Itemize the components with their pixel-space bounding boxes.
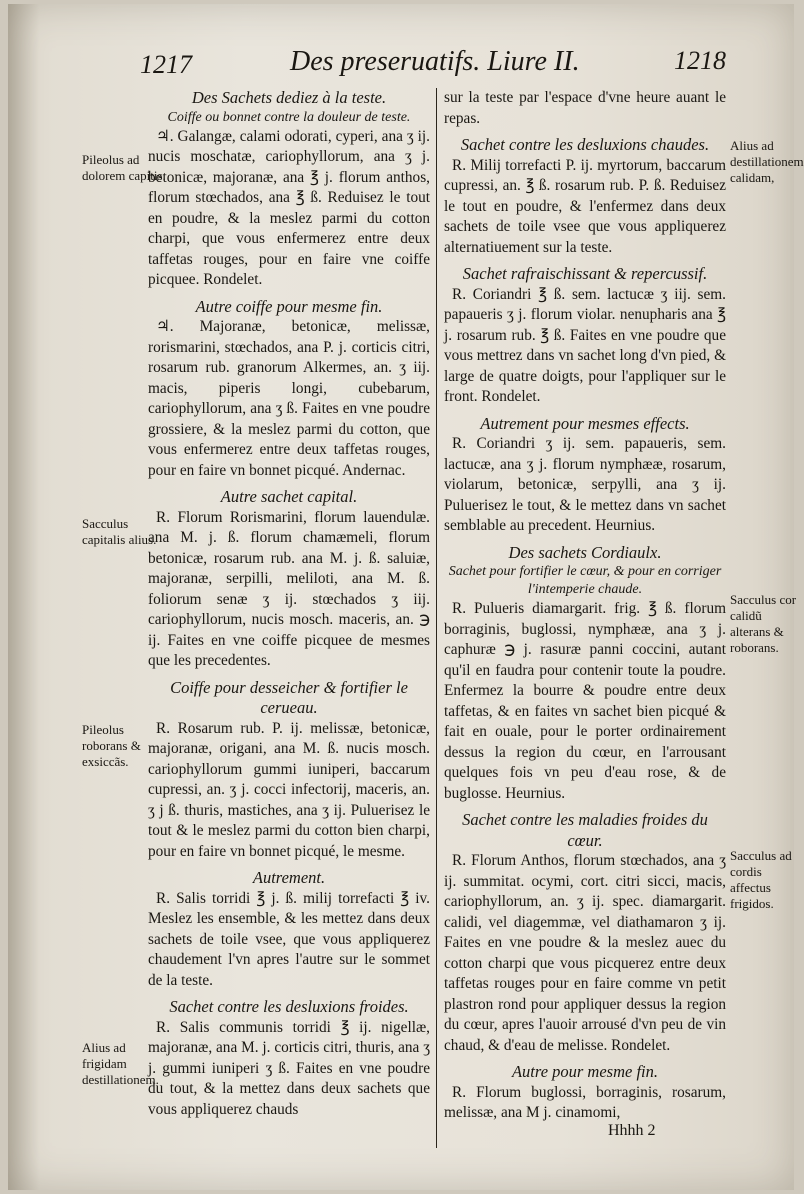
section-title: Autre coiffe pour mesme fin. bbox=[195, 296, 383, 316]
section-title: Sachet rafraischissant & repercussif. bbox=[462, 264, 708, 283]
section-title: Autre sachet capital. bbox=[220, 487, 358, 506]
margin-note-left: Alius ad frigidam destillationem. bbox=[82, 1040, 159, 1087]
recipe-paragraph: R. Florum Rorismarini, florum lauendulæ. ana M. j. ß. florum chamæmeli, florum betonicæ, rosarum rub. ana M. j. ß. saluiæ, majoranæ, serpilli, meliloti, ana M. ß. foliorum senæ ʒ ij. stœchados ʒ iij. cariophyllorum, nucis mosch. maceris, an. ℈ ij. Faites en vne coiffe picquee de mesmes que les precedentes. bbox=[148, 508, 430, 669]
section-title: Des Sachets dediez à la teste. bbox=[191, 88, 387, 107]
section-title: Autre pour mesme fin. bbox=[511, 1062, 659, 1081]
section-title: Sachet contre les desluxions froides. bbox=[169, 997, 409, 1016]
column-divider bbox=[436, 88, 437, 1148]
margin-note-right: Sacculus cor calidũ alterans & roborans. bbox=[730, 592, 797, 655]
margin-note-right: Sacculus ad cordis affectus frigidos. bbox=[730, 848, 792, 911]
recipe-paragraph: R. Pulueris diamargarit. frig. ℥ ß. florum borraginis, buglossi, nymphææ, ana ʒ j. caphuræ ℈ j. rasuræ panni coccini, autant qu'il en faudra pour contenir toute la poudre. Enfermez la bourre & poudre entre deux taffetas, & en faites vn sachet bien picqué & fait en ouale, pour le porter ordinairement dessus la region du cœur, en l'arrousant quelques fois vn peu d'eau rose, & de buglosse. Heurnius. bbox=[444, 600, 726, 802]
recipe-paragraph: R. Salis communis torridi ℥ ij. nigellæ, majoranæ, ana M. j. corticis citri, thuris, ana ʒ j. gummi iuniperi ʒ ß. Faites en vne poudre du tout, & la mettez dans deux sachets que vous appliquerez chauds bbox=[148, 1018, 430, 1118]
running-title: Des preseruatifs. Liure II. bbox=[290, 46, 580, 77]
section-subtitle: Coiffe ou bonnet contre la douleur de teste. bbox=[167, 109, 411, 125]
section-title: Autrement. bbox=[252, 868, 326, 887]
recipe-paragraph: R. Florum buglossi, borraginis, rosarum, melissæ, ana M j. cinamomi, bbox=[444, 1083, 726, 1121]
recipe-paragraph: R. Salis torridi ℥ j. ß. milij torrefacti ℥ iv. Meslez les ensemble, & les mettez dans deux sachets de toile vsee, que vous appliquerez chaudement l'vn apres l'autre sur le sommet de la teste. bbox=[148, 889, 430, 989]
left-page-number: 1217 bbox=[140, 50, 192, 79]
section-title: Des sachets Cordiaulx. bbox=[508, 542, 662, 562]
book-page bbox=[8, 4, 804, 1190]
right-column bbox=[444, 88, 726, 1124]
recipe-paragraph: R. Coriandri ʒ ij. sem. papaueris, sem. lactucæ, ana ʒ j. florum nymphææ, rosarum, violarum, betonicæ, serpylli, ana ʒ ij. Puluerisez le tout, & le mettez dans vn sachet semblable au precedent. Heurnius. bbox=[444, 435, 726, 534]
section-subtitle: Sachet pour fortifier le cœur, & pour en corriger l'intemperie chaude. bbox=[448, 564, 722, 597]
margin-note-left: Pileolus ad dolorem capitis. bbox=[82, 152, 166, 183]
left-column bbox=[148, 88, 430, 1120]
right-page-number: 1218 bbox=[674, 46, 726, 75]
margin-note-right: Alius ad destillationem calidam, bbox=[730, 138, 804, 185]
section-title: Autrement pour mesmes effects. bbox=[480, 413, 690, 433]
signature-mark: Hhhh 2 bbox=[608, 1122, 656, 1139]
recipe-paragraph: R. Milij torrefacti P. ij. myrtorum, baccarum cupressi, an. ℥ ß. rosarum rub. P. ß. Reduisez le tout en poudre, & l'enfermez dans deux sachets de toile vsee que vous appliquerez alternatiuement sur la teste. bbox=[444, 156, 726, 256]
recipe-paragraph: R. Coriandri ℥ ß. sem. lactucæ ʒ iij. sem. papaueris ʒ j. florum violar. nenupharis ana ℥ j. rosarum rub. ℥ ß. Faites en vne poudre que vous mettrez dans vn sachet long d'vn pied, & large de quatre doigts, pour l'appliquer sur le front. Rondelet. bbox=[444, 285, 726, 405]
recipe-paragraph: R. Florum Anthos, florum stœchados, ana ʒ ij. summitat. ocymi, cort. citri sicci, macis, cariophyllorum, an. ʒ ij. spec. diamargarit. calidi, vel diagemmæ, vel diathamaron ʒ ij. Faites en vne poudre & la meslez auec du cotton charpi que vous picquerez entre deux taffetas rouges pour en faire comme vn petit plastron rond pour appliquer dessus la region du cœur, apres l'auoir arrousé d'vn peu de vin chaud, & d'eau de melisse. Rondelet. bbox=[444, 852, 726, 1054]
margin-note-left: Sacculus capitalis alius. bbox=[82, 516, 157, 547]
section-title: Sachet contre les maladies froides du cœur. bbox=[462, 810, 708, 850]
section-title: Sachet contre les desluxions chaudes. bbox=[460, 135, 710, 154]
recipe-paragraph: ♃. Galangæ, calami odorati, cyperi, ana ʒ ij. nucis moschatæ, cariophyllorum, ana ʒ j. betonicæ, majoranæ, ana ℥ j. florum anthos, florum stœchados, ana ℥ ß. Reduisez le tout en poudre, & la meslez parmi du cotton charpi, que vous enfermerez entre deux taffetas rouges, pour en faire vne coiffe picquee. Rondelet. bbox=[148, 127, 430, 288]
page-header bbox=[8, 42, 794, 86]
paragraph-continuation: sur la teste par l'espace d'vne heure auant le repas. bbox=[444, 89, 726, 127]
section-title: Coiffe pour desseicher & fortifier le cerueau. bbox=[170, 677, 408, 717]
recipe-paragraph: R. Rosarum rub. P. ij. melissæ, betonicæ, majoranæ, origani, ana M. ß. nucis mosch. cariophyllorum gummi iuniperi, baccarum cupressi, an. ʒ j. cocci infectorij, maceris, an. ʒ j ß. thuris, mastiches, ana ʒ ij. Puluerisez le tout & le meslez parmi du cotton bien charpi, pour en faire vn bonnet picqué, le mesme. bbox=[148, 719, 430, 860]
recipe-paragraph: ♃. Majoranæ, betonicæ, melissæ, rorismarini, stœchados, ana P. j. corticis citri, rosarum rub. granorum Alkermes, an. ʒ iij. macis, piperis longi, cubebarum, cariophyllorum, ana ʒ ß. Faites en vne poudre grossiere, & la meslez parmi du cotton, que vous enfermerez entre deux taffetas rouges, pour en faire vn bonnet picqué. Andernac. bbox=[148, 318, 430, 479]
margin-note-left: Pileolus roborans & exsiccãs. bbox=[82, 722, 141, 769]
